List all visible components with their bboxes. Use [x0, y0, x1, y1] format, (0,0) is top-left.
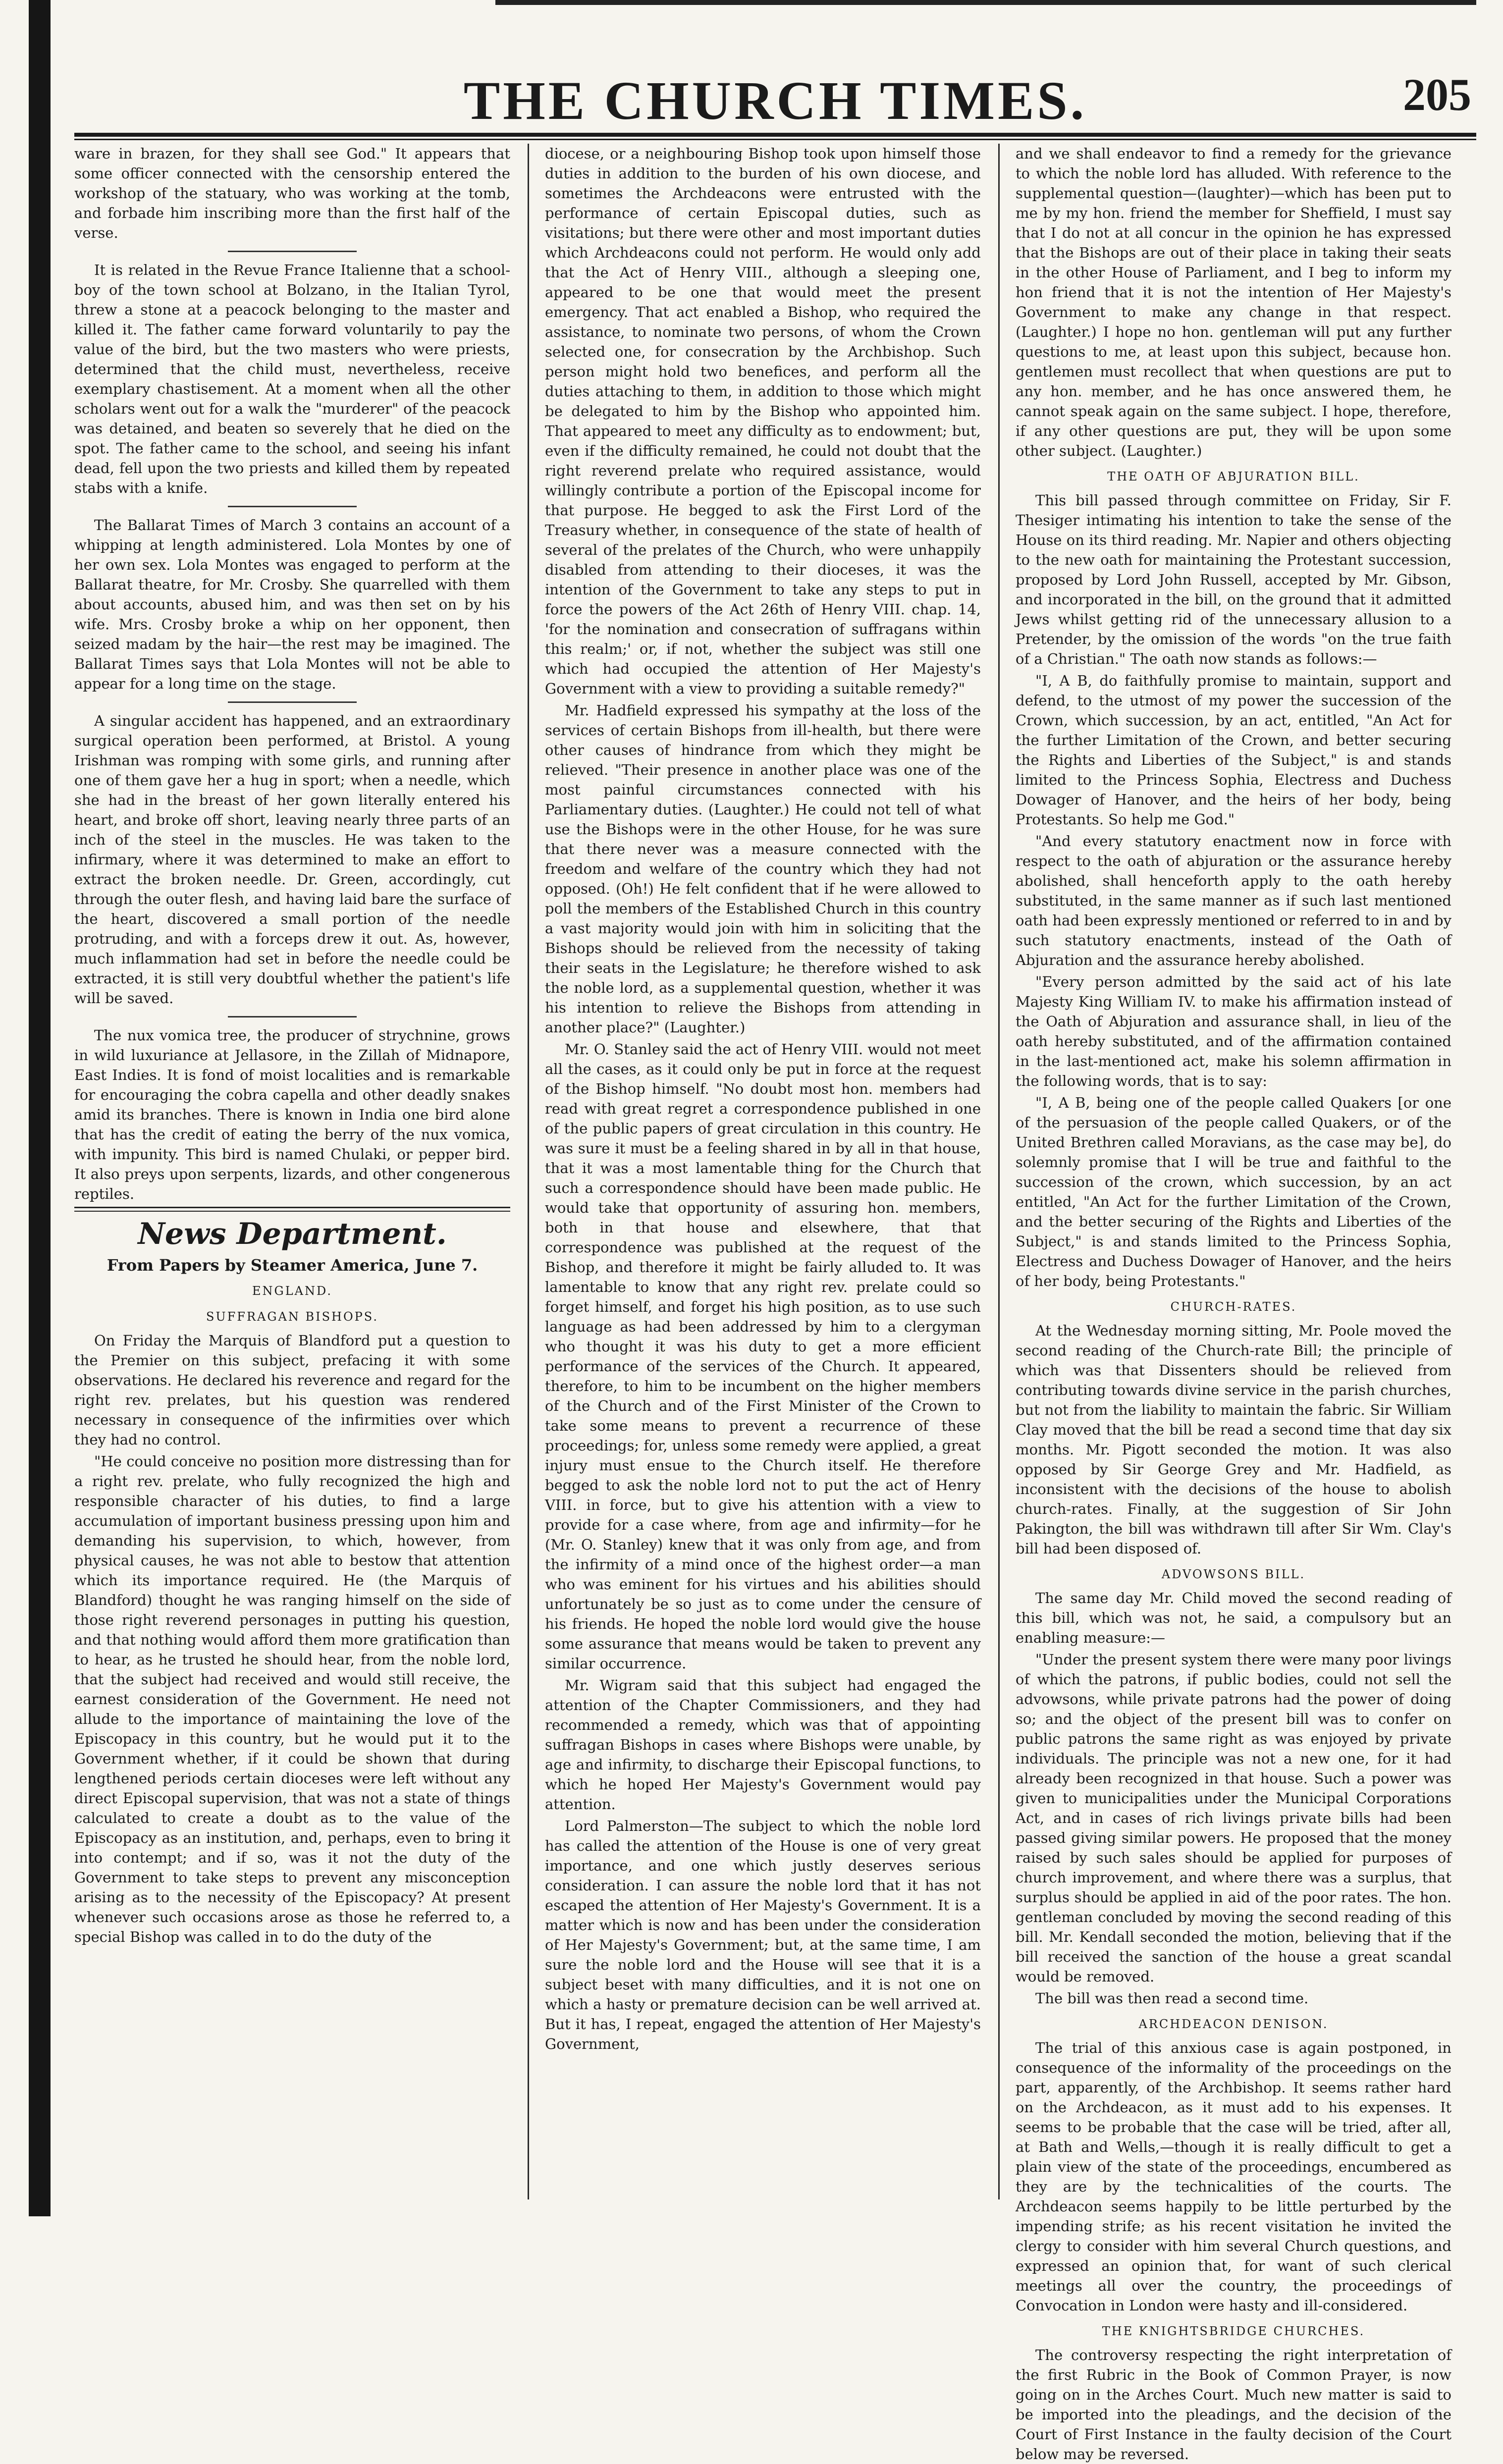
paragraph: Mr. Hadfield expressed his sympathy at the loss of the services of certain Bishops from ill-health, but there were other causes of hindrance from which they might be relieved. "Their presence in another place was one of the most painful circumstances connected with his Parliamentary duties. (Laughter.) He could not tell of what use the Bishops were in the other House, for he was sure that there never was a measure connected with the freedom and welfare of the country which they had not opposed. (Oh!) He felt confident that if he were allowed to poll the members of the Established Church in this country a vast majority would join with him in soliciting that the Bishops should be relieved from the necessity of taking their seats in the Legislature; he therefore wished to ask the noble lord, as a supplemental question, whether it was his intention to relieve the Bishops from attending in another place?" (Laughter.): [545, 702, 981, 1036]
section-archdeacon-denison: ARCHDEACON DENISON.: [1138, 2017, 1329, 2031]
paragraph: ware in brazen, for they shall see God." It appears that some officer connected with the censorship entered the workshop of the statuary, who was working at the tomb, and forbade him inscribing more than the first half of the verse.: [74, 145, 510, 241]
section-oath-of-abjuration: THE OATH OF ABJURATION BILL.: [1107, 470, 1360, 483]
paragraph: Mr. Wigram said that this subject had engaged the attention of the Chapter Commissioners, and they had recommended a remedy, which was that of appointing suffragan Bishops in cases where Bishops were unable, by age and infirmity, to discharge their Episcopal functions, to which he hoped Her Majesty's Government would pay attention.: [545, 1677, 981, 1813]
paragraph: The bill was then read a second time.: [1035, 1990, 1309, 2007]
scan-edge-bar: [29, 0, 51, 2216]
section-suffragan-bishops: SUFFRAGAN BISHOPS.: [206, 1310, 379, 1324]
section-rule: [74, 1207, 510, 1212]
paragraph: The nux vomica tree, the producer of strychnine, grows in wild luxuriance at Jellasore, in the Zillah of Midnapore, East Indies. It is fond of moist localities and is remarkable for encouraging the cobra capella and other deadly snakes amid its branches. There is known in India one bird alone that has the credit of eating the berry of the nux vomica, with impunity. This bird is named Chulaki, or pepper bird. It also preys upon serpents, lizards, and other congenerous reptiles.: [74, 1027, 510, 1202]
paragraph: "Every person admitted by the said act of his late Majesty King William IV. to make his affirmation instead of the Oath of Abjuration and assurance shall, in lieu of the oath hereby substituted, and of the affirmation contained in the last-mentioned act, make his solemn affirmation in the following words, that is to say:: [1016, 973, 1451, 1089]
section-england: ENGLAND.: [252, 1284, 332, 1298]
section-advowsons-bill: ADVOWSONS BILL.: [1161, 1567, 1306, 1581]
header-rule-thick: [74, 133, 1476, 137]
paragraph: "I, A B, do faithfully promise to maintain, support and defend, to the utmost of my power the succession of the Crown, which succession, by an act, entitled, "An Act for the further Limitation of the Crown, and better securing the Rights and Liberties of the Subject," is and stands limited to the Princess Sophia, Electress and Duchess Dowager of Hanover, and the heirs of her body, being Protestants. So help me God.": [1016, 672, 1451, 828]
paragraph: The Ballarat Times of March 3 contains an account of a whipping at length administered. Lola Montes by one of her own sex. Lola Montes was engaged to perform at the Ballarat theatre, for Mr. Crosby. She quarrelled with them about accounts, abused him, and was then set on by his wife. Mrs. Crosby broke a whip on her opponent, then seized madam by the hair—the rest may be imagined. The Ballarat Times says that Lola Montes will not be able to appear for a long time on the stage.: [74, 517, 510, 692]
paragraph: This bill passed through committee on Friday, Sir F. Thesiger intimating his intention to take the sense of the House on its third reading. Mr. Napier and others objecting to the new oath for maintaining the Protestant succession, proposed by Lord John Russell, accepted by Mr. Gibson, and incorporated in the bill, on the ground that it admitted Jews whilst getting rid of the unnecessary allusion to a Pretender, by the omission of the words "on the true faith of a Christian." The oath now stands as follows:—: [1016, 492, 1451, 667]
column-divider-1: [528, 144, 529, 2199]
section-church-rates: CHURCH-RATES.: [1170, 1300, 1297, 1314]
separator: [228, 1016, 357, 1018]
paragraph: The trial of this anxious case is again postponed, in consequence of the informality of the proceedings on the part, apparently, of the Archbishop. It seems rather hard on the Archdeacon, as it must add to his expenses. It seems to be probable that the case will be tried, after all, at Bath and Wells,—though it is really difficult to get a plain view of the state of the proceedings, encumbered as they are by the technicalities of the courts. The Archdeacon seems happily to be little perturbed by the impending strife; as his recent visitation he invited the clergy to consider with him several Church questions, and expressed an opinion that, for want of such clerical meetings all over the country, the proceedings of Convocation in London were hasty and ill-considered.: [1016, 2039, 1451, 2314]
paragraph: diocese, or a neighbouring Bishop took upon himself those duties in addition to the burden of his own diocese, and sometimes the Archdeacons were entrusted with the performance of certain Episcopal duties, such as visitations; but there were other and most important duties which Archdeacons could not perform. He would only add that the Act of Henry VIII., although a sleeping one, appeared to be one that would meet the present emergency. That act enabled a Bishop, who required the assistance, to nominate two persons, of whom the Crown selected one, for consecration by the Archbishop. Such person might hold two benefices, and perform all the duties attaching to them, in addition to those which might be delegated to him by the Bishop who appointed him. That appeared to meet any difficulty as to endowment; but, even if the difficulty remained, he could not doubt that the right reverend prelate who required assistance, would willingly contribute a portion of the Episcopal income for that purpose. He begged to ask the First Lord of the Treasury whether, in consequence of the state of health of several of the prelates of the Church, who were unhappily disabled from attending to their dioceses, it was the intention of the Government to take any steps to put in force the powers of the Act 26th of Henry VIII. chap. 14, 'for the nomination and consecration of suffragans within this realm;' or, if not, whether the subject was still one which had occupied the attention of Her Majesty's Government with a view to providing a suitable remedy?": [545, 145, 981, 697]
column-3: [1016, 144, 1451, 2463]
masthead-title: THE CHURCH TIMES.: [463, 70, 1087, 131]
section-knightsbridge-churches: THE KNIGHTSBRIDGE CHURCHES.: [1102, 2324, 1365, 2338]
paragraph: The same day Mr. Child moved the second reading of this bill, which was not, he said, a compulsory but an enabling measure:—: [1016, 1590, 1451, 1646]
news-department-title: News Department.: [138, 1217, 447, 1251]
paragraph: Mr. O. Stanley said the act of Henry VIII. would not meet all the cases, as it could only be put in force at the request of the Bishop himself. "No doubt most hon. members had read with great regret a correspondence published in one of the public papers of great circulation in this country. He was sure it must be a feeling shared in by all in that house, that it was a most lamentable thing for the Church that such a correspondence should have been made public. He would take that opportunity of assuring hon. members, both in that house and elsewhere, that that correspondence was published at the request of the Bishop, and therefore it might be fairly alluded to. It was lamentable to know that any right rev. prelate could so forget himself, and forget his high position, as to use such language as had been addressed by him to a clergyman who thought it was his duty to get a more efficient performance of the services of the Church. It appeared, therefore, to him to be incumbent on the higher members of the Church and of the First Minister of the Crown to take some means to prevent a recurrence of these proceedings; for, unless some remedy were applied, a great injury must ensue to the Church itself. He therefore begged to ask the noble lord not to put the act of Henry VIII. in force, but to give his attention with a view to provide for a case where, from age and infirmity—for he (Mr. O. Stanley) knew that it was only from age, and from the infirmity of a mind once of the highest order—a man who was eminent for his virtues and his abilities should unfortunately be so just as to come under the censure of his friends. He hoped the noble lord would give the house some assurance that means would be taken to prevent any similar occurrence.: [545, 1041, 981, 1672]
separator: [228, 701, 357, 703]
news-source-line: From Papers by Steamer America, June 7.: [107, 1256, 478, 1275]
header-rule-thin: [74, 139, 1476, 140]
page-number: 205: [1403, 69, 1471, 120]
column-2: [545, 144, 981, 2175]
column-1: [74, 144, 510, 2175]
paragraph: At the Wednesday morning sitting, Mr. Poole moved the second reading of the Church-rate Bill; the principle of which was that Dissenters should be relieved from contributing towards divine service in the parish churches, but not from the liability to maintain the fabric. Sir William Clay moved that the bill be read a second time that day six months. Mr. Pigott seconded the motion. It was also opposed by Sir George Grey and Mr. Hadfield, as inconsistent with the decisions of the house to abolish church-rates. Finally, at the suggestion of Sir John Pakington, the bill was withdrawn till after Sir Wm. Clay's bill had been disposed of.: [1016, 1322, 1451, 1557]
paragraph: The controversy respecting the right interpretation of the first Rubric in the Book of Common Prayer, is now going on in the Arches Court. Much new matter is said to be imported into the pleadings, and the decision of the Court of First Instance in the faulty decision of the Court below may be reversed.: [1016, 2347, 1451, 2463]
newspaper-page: [74, 0, 1476, 2463]
paragraph: "And every statutory enactment now in force with respect to the oath of abjuration or the assurance hereby abolished, shall henceforth apply to the oath hereby substituted, in the same manner as if such last mentioned oath had been expressly mentioned or referred to in and by such statutory enactments, instead of the Oath of Abjuration and the assurance hereby abolished.: [1016, 833, 1451, 968]
paragraph: A singular accident has happened, and an extraordinary surgical operation been performed, at Bristol. A young Irishman was romping with some girls, and running after one of them gave her a hug in sport; when a needle, which she had in the breast of her gown literally entered his heart, and broke off short, leaving nearly three parts of an inch of the steel in the muscles. He was taken to the infirmary, where it was determined to make an effort to extract the broken needle. Dr. Green, accordingly, cut through the outer flesh, and having laid bare the surface of the heart, discovered a small portion of the needle protruding, and with a forceps drew it out. As, however, much inflammation had set in before the needle could be extracted, it is still very doubtful whether the patient's life will be saved.: [74, 712, 510, 1007]
paragraph: "He could conceive no position more distressing than for a right rev. prelate, who fully recognized the high and responsible character of his duties, to find a large accumulation of important business pressing upon him and demanding his supervision, to which, however, from physical causes, he was not able to bestow that attention which its importance required. He (the Marquis of Blandford) thought he was ranging himself on the side of those right reverend personages in putting his question, and that nothing would afford them more gratification than to hear, as he trusted he should hear, from the noble lord, that the subject had received and would still receive, the earnest consideration of the Government. He need not allude to the importance of maintaining the love of the Episcopacy in this country, but he would put it to the Government whether, if it could be shown that during lengthened periods certain dioceses were left without any direct Episcopal supervision, that was not a state of things calculated to create a doubt as to the value of the Episcopacy as an institution, and, perhaps, even to bring it into contempt; and if so, was it not the duty of the Government to take steps to prevent any misconception arising as to the necessity of the Episcopacy? At present whenever such occasions arose as those he referred to, a special Bishop was called in to do the duty of the: [74, 1453, 510, 1945]
column-divider-2: [998, 144, 1000, 2199]
paragraph: "I, A B, being one of the people called Quakers [or one of the persuasion of the people called Quakers, or of the United Brethren called Moravians, as the case may be], do solemnly promise that I will be true and faithful to the succession of the crown, which succession, by an act entitled, "An Act for the further Limitation of the Crown, and the better securing of the Rights and Liberties of the Subject," is and stands limited to the Princess Sophia, Electress and Duchess Dowager of Hanover, and the heirs of her body, being Protestants.": [1016, 1094, 1451, 1289]
separator: [228, 251, 357, 252]
paragraph: It is related in the Revue France Italienne that a school-boy of the town school at Bolzano, in the Italian Tyrol, threw a stone at a peacock belonging to the master and killed it. The father came forward voluntarily to pay the value of the bird, but the two masters who were priests, determined that the child must, nevertheless, receive exemplary chastisement. At a moment when all the other scholars went out for a walk the "murderer" of the peacock was detained, and beaten so severely that he died on the spot. The father came to the school, and seeing his infant dead, fell upon the two priests and killed them by repeated stabs with a knife.: [74, 262, 510, 496]
separator: [228, 506, 357, 507]
top-rule: [495, 0, 1476, 5]
paragraph: Lord Palmerston—The subject to which the noble lord has called the attention of the House is one of very great importance, and one which justly deserves serious consideration. I can assure the noble lord that it has not escaped the attention of Her Majesty's Government. It is a matter which is now and has been under the consideration of Her Majesty's Government; but, at the same time, I am sure the noble lord and the House will see that it is a subject beset with many difficulties, and it is not one on which a hasty or premature decision can be well arrived at. But it has, I repeat, engaged the attention of Her Majesty's Government,: [545, 1818, 981, 2052]
masthead-header: [74, 59, 1476, 134]
paragraph: and we shall endeavor to find a remedy for the grievance to which the noble lord has alluded. With reference to the supplemental question—(laughter)—which has been put to me by my hon. friend the member for Sheffield, I must say that I do not at all concur in the opinion he has expressed that the Bishops are out of their place in taking their seats in the other House of Parliament, and I beg to inform my hon friend that it is not the intention of Her Majesty's Government to make any change in that respect. (Laughter.) I hope no hon. gentleman will put any further questions to me, at least upon this subject, because hon. gentlemen must recollect that when questions are put to any hon. member, and he has once answered them, he cannot speak again on the same subject. I hope, therefore, if any other questions are put, they will be upon some other subject. (Laughter.): [1016, 145, 1451, 459]
paragraph: "Under the present system there were many poor livings of which the patrons, if public bodies, could not sell the advowsons, while private patrons had the power of doing so; and the object of the present bill was to confer on public patrons the same right as was enjoyed by private individuals. The principle was not a new one, for it had already been recognized in that house. Such a power was given to municipalities under the Municipal Corporations Act, and in cases of rich livings private bills had been passed giving similar powers. He proposed that the money raised by such sales should be applied for purposes of church improvement, and where there was a surplus, that surplus should be applied in aid of the poor rates. The hon. gentleman concluded by moving the second reading of this bill. Mr. Kendall seconded the motion, believing that if the bill received the sanction of the house a great scandal would be removed.: [1016, 1651, 1451, 1985]
paragraph: On Friday the Marquis of Blandford put a question to the Premier on this subject, prefacing it with some observations. He declared his reverence and regard for the right rev. prelates, but his question was rendered necessary in consequence of the infirmities over which they had no control.: [74, 1332, 510, 1448]
